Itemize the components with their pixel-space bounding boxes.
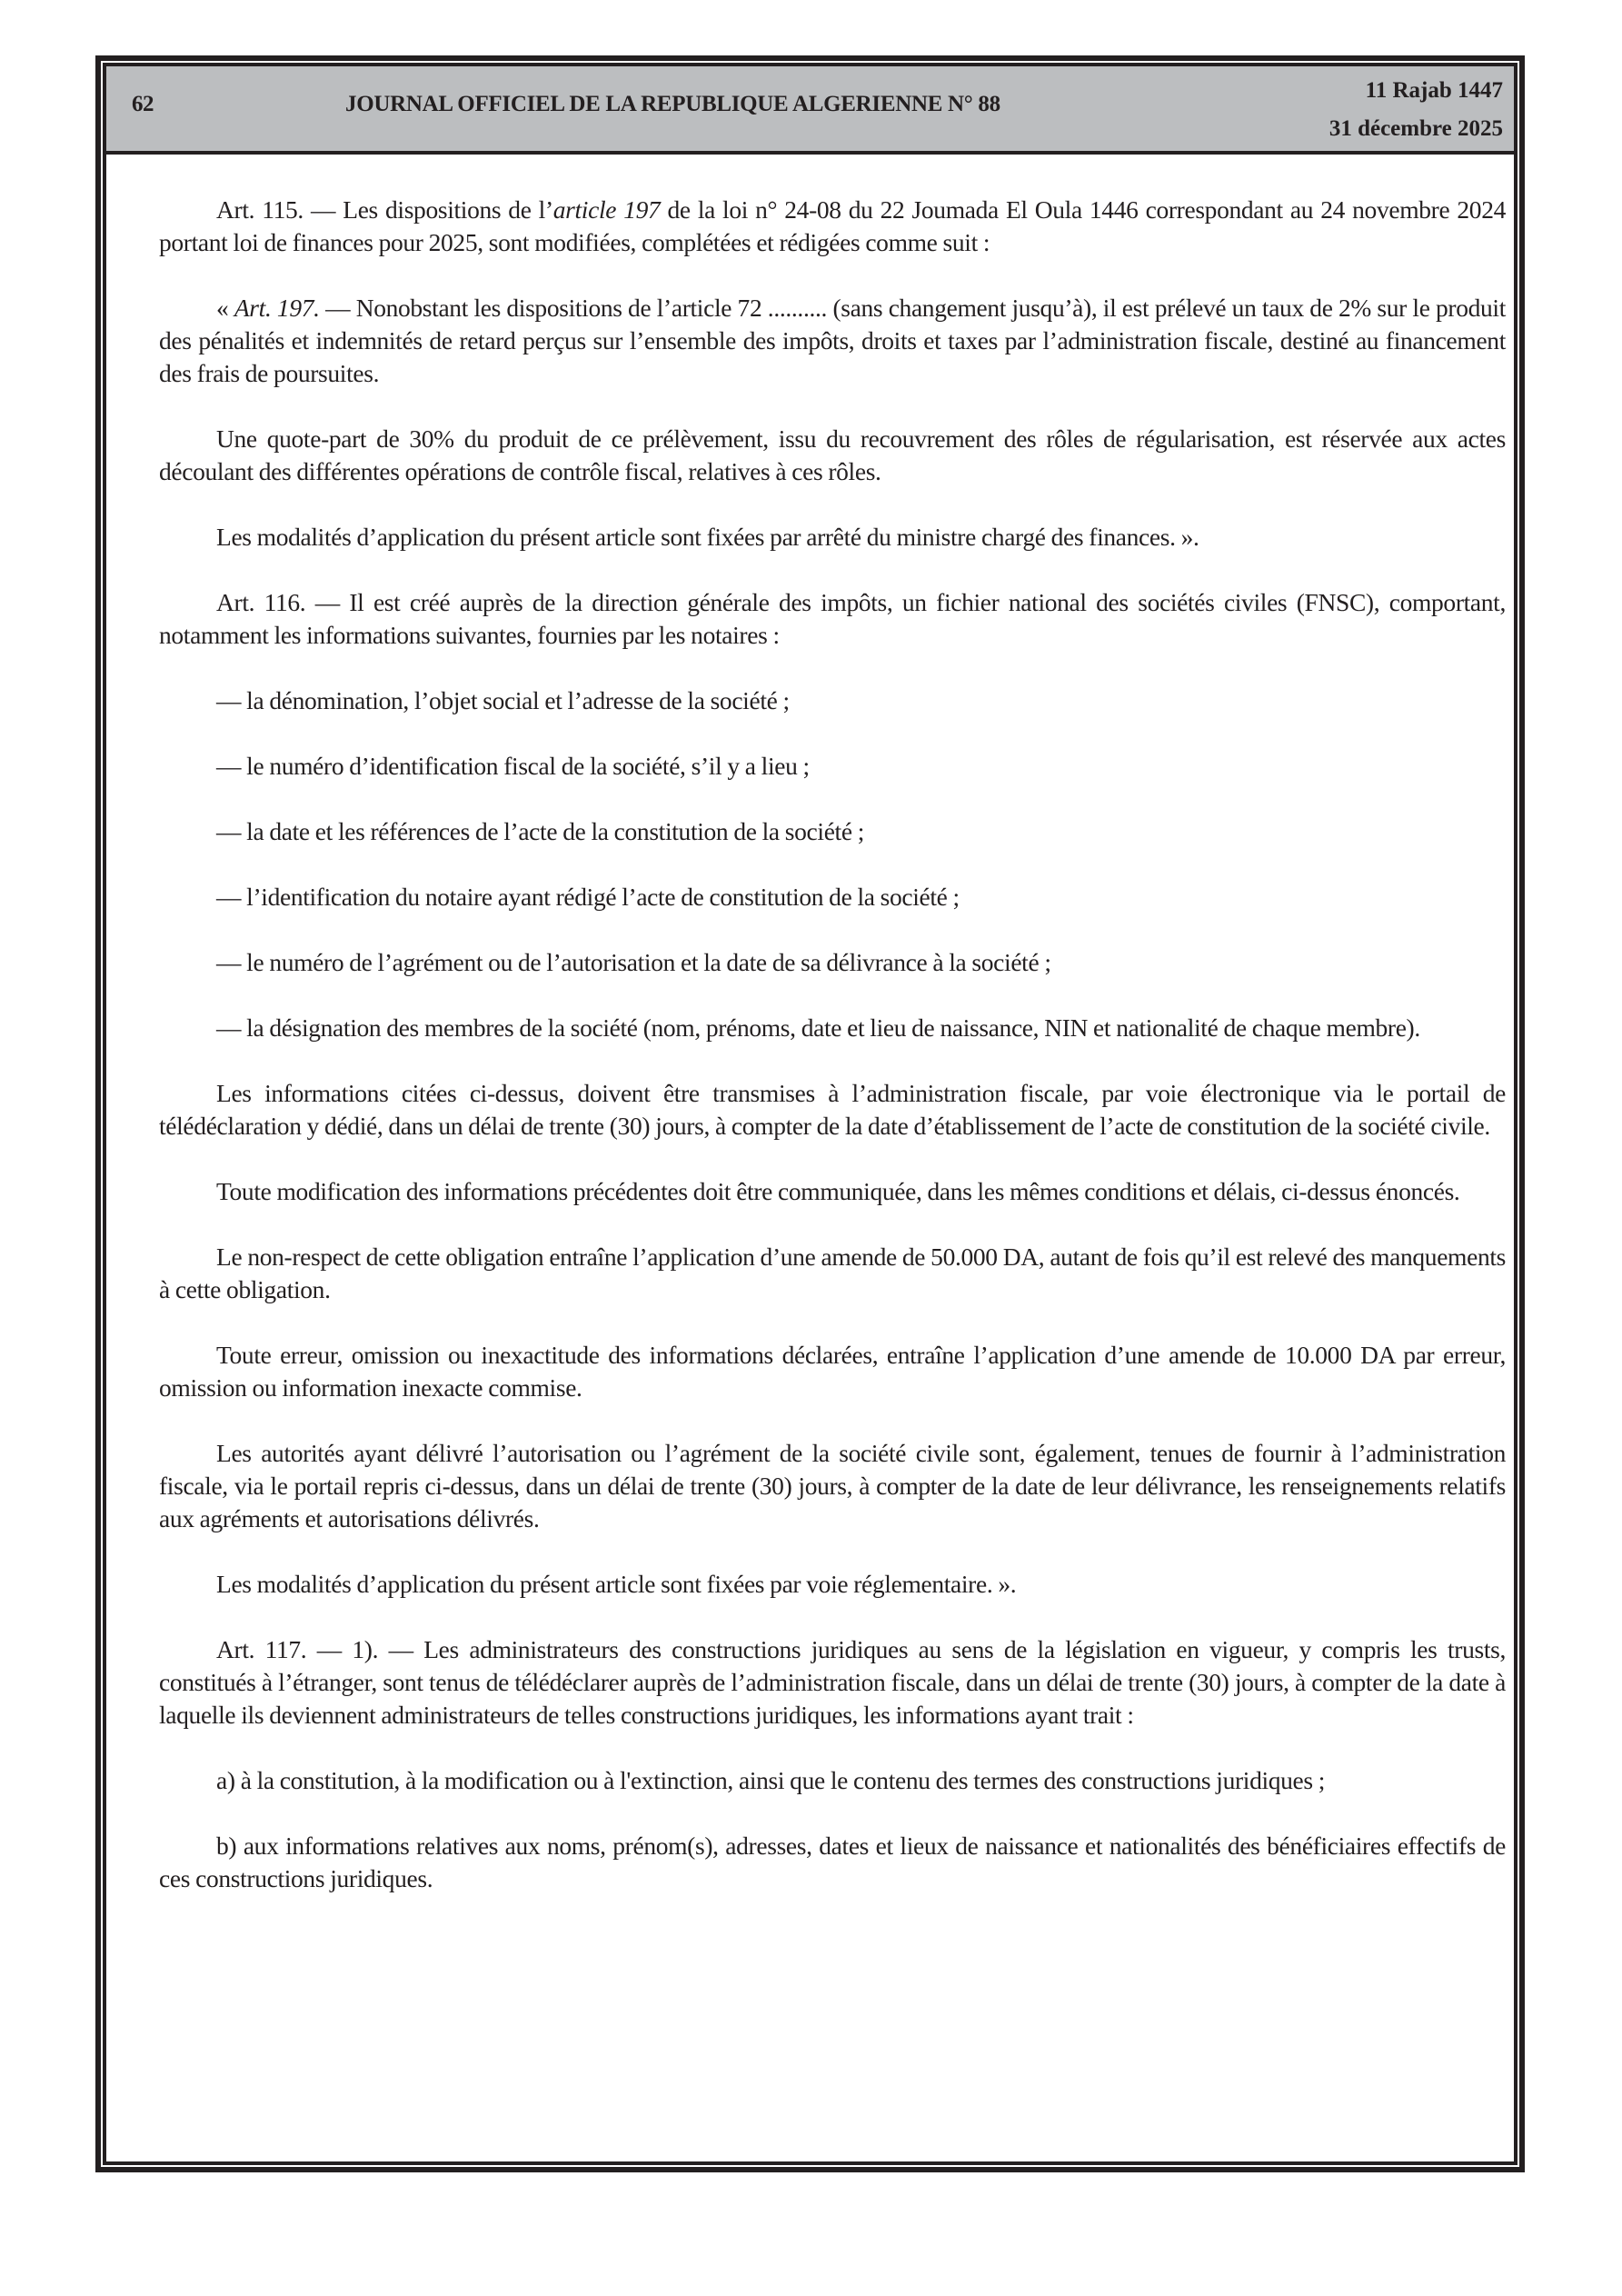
journal-title: JOURNAL OFFICIEL DE LA REPUBLIQUE ALGERIENNE N° 88 [345, 92, 1000, 116]
paragraph-modalites-115: Les modalités d’application du présent article sont fixées par arrêté du ministre chargé des finances. ». [216, 523, 1199, 551]
paragraph: Les modalités d’application du présent article sont fixées par voie réglementaire. ». [216, 1570, 1017, 1598]
article-117-item-b: b) aux informations relatives aux noms, prénom(s), adresses, dates et lieux de naissance et nationalités des bénéficiaires effectifs de ces constructions juridiques. [159, 1832, 1506, 1892]
list-item: — la dénomination, l’objet social et l’adresse de la société ; [216, 686, 790, 714]
paragraph: Les informations citées ci-dessus, doivent être transmises à l’administration fiscale, par voie électronique via le portail de télédéclaration y dédié, dans un délai de trente (30) jours, à compter de la date d’établissement de l’acte de constitution de la société civile. [159, 1079, 1506, 1140]
paragraph: Le non-respect de cette obligation entraîne l’application d’une amende de 50.000 DA, autant de fois qu’il est relevé des manquements à cette obligation. [159, 1243, 1506, 1303]
article-reference: article 197 [552, 195, 661, 224]
list-item: — le numéro d’identification fiscal de la société, s’il y a lieu ; [216, 752, 810, 780]
list-item: — la date et les références de l’acte de la constitution de la société ; [216, 817, 865, 845]
list-item: — l’identification du notaire ayant rédigé l’acte de constitution de la société ; [216, 883, 960, 911]
paragraph: Les autorités ayant délivré l’autorisation ou l’agrément de la société civile sont, également, tenues de fournir à l’administration fiscale, via le portail repris ci-dessus, dans un délai de trente (30) jours, à compter de la date de leur délivrance, les renseignements relatifs aux agréments et autorisations délivrés. [159, 1439, 1506, 1532]
article-197-quote: « Art. 197. — Nonobstant les dispositions de l’article 72 .......... (sans changement jusqu’à), il est prélevé un taux de 2% sur le produit des pénalités et indemnités de retard perçus sur l’ensemble des impôts, droits et taxes par l’administration fiscale, destiné au financement des frais de poursuites. [159, 294, 1506, 387]
article-116-intro: Art. 116. — Il est créé auprès de la direction générale des impôts, un fichier national des sociétés civiles (FNSC), comportant, notamment les informations suivantes, fournies par les notaires : [159, 588, 1506, 649]
paragraph: Toute modification des informations précédentes doit être communiquée, dans les mêmes conditions et délais, ci-dessus énoncés. [216, 1177, 1460, 1205]
page-number: 62 [132, 92, 154, 116]
list-item: — la désignation des membres de la société (nom, prénoms, date et lieu de naissance, NIN et nationalité de chaque membre). [216, 1013, 1420, 1042]
article-117-intro: Art. 117. — 1). — Les administrateurs des constructions juridiques au sens de la législation en vigueur, y compris les trusts, constitués à l’étranger, sont tenus de télédéclarer auprès de l’administration fiscale, dans un délai de trente (30) jours, à compter de la date à laquelle ils deviennent administrateurs de telles constructions juridiques, les informations ayant trait : [159, 1635, 1506, 1729]
paragraph: Toute erreur, omission ou inexactitude des informations déclarées, entraîne l’application d’une amende de 10.000 DA par erreur, omission ou information inexacte commise. [159, 1341, 1506, 1402]
article-197-label: Art. 197. [234, 294, 320, 322]
hijri-date: 11 Rajab 1447 [1365, 78, 1503, 103]
issue-date [1329, 72, 1503, 148]
document-body [159, 194, 1506, 1928]
article-115-intro: Art. 115. — Les dispositions de l’article 197 de la loi n° 24-08 du 22 Joumada El Oula 1446 correspondant au 24 novembre 2024 portant loi de finances pour 2025, sont modifiées, complétées et rédigées comme suit : [159, 195, 1507, 256]
gregorian-date: 31 décembre 2025 [1328, 116, 1503, 141]
article-117-item-a: a) à la constitution, à la modification ou à l'extinction, ainsi que le contenu des termes des constructions juridiques ; [216, 1766, 1326, 1794]
journal-header [106, 66, 1514, 155]
list-item: — le numéro de l’agrément ou de l’autorisation et la date de sa délivrance à la société ; [216, 948, 1051, 976]
paragraph-quote-part: Une quote-part de 30% du produit de ce prélèvement, issu du recouvrement des rôles de régularisation, est réservée aux actes découlant des différentes opérations de contrôle fiscal, relatives à ces rôles. [159, 424, 1506, 485]
